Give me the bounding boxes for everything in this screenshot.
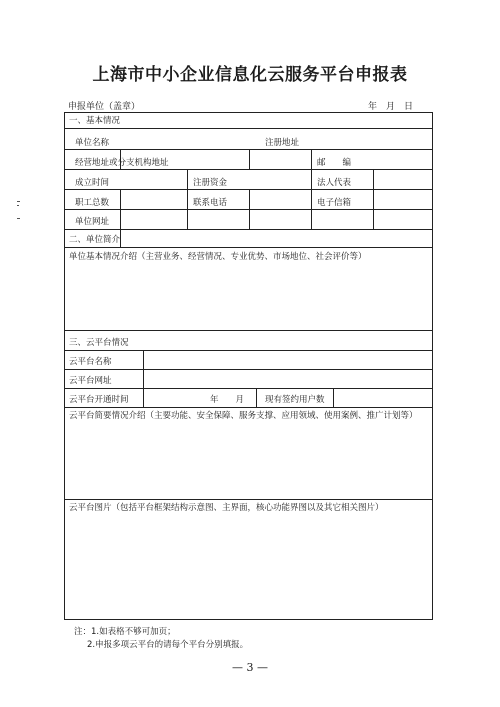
platform-brief-label: 云平台简要情况介绍（主要功能、安全保障、服务支撑、应用领域、使用案例、推广计划等）	[69, 411, 418, 421]
col-divider	[373, 169, 374, 189]
row-divider	[65, 499, 432, 500]
postcode-label: 邮 编	[317, 158, 352, 168]
platform-name-label: 云平台名称	[69, 357, 112, 367]
row-divider	[65, 330, 432, 331]
row-divider	[65, 247, 432, 248]
page-number: — 3 —	[232, 661, 268, 674]
reg-capital-label: 注册资金	[193, 178, 228, 188]
reg-address-label: 注册地址	[265, 138, 300, 148]
section-unit-intro-heading: 二、单位简介	[69, 235, 121, 245]
section-cloud-platform-heading: 三、云平台情况	[69, 338, 129, 348]
row-divider	[65, 407, 432, 408]
platform-url-label: 云平台网址	[69, 376, 112, 386]
scan-speck	[17, 201, 20, 202]
row-divider	[65, 169, 432, 170]
scan-speck	[17, 205, 19, 206]
col-divider	[187, 169, 188, 189]
col-divider	[187, 189, 188, 229]
applicant-label: 申报单位（盖章）	[68, 102, 141, 112]
col-divider	[256, 388, 257, 407]
staff-count-label: 职工总数	[75, 198, 110, 208]
col-divider	[373, 189, 374, 229]
page-title: 上海市中小企业信息化云服务平台申报表	[92, 65, 408, 85]
col-divider	[311, 169, 312, 189]
col-divider	[333, 388, 334, 407]
col-divider	[311, 189, 312, 229]
note-2: 2.申报多项云平台的请每个平台分别填报。	[87, 640, 249, 650]
row-divider	[65, 369, 432, 370]
founded-label: 成立时间	[75, 178, 110, 188]
legal-rep-label: 法人代表	[317, 178, 352, 188]
note-1: 注：1.如表格不够可加页；	[74, 627, 176, 637]
platform-images-label: 云平台图片（包括平台框架结构示意图、主界面，核心功能界图以及其它相关图片）	[69, 503, 384, 513]
unit-name-label: 单位名称	[75, 138, 110, 148]
scan-speck	[17, 218, 20, 219]
row-divider	[65, 388, 432, 389]
section-basic-info-heading: 一、基本情况	[69, 116, 121, 126]
email-label: 电子信箱	[317, 198, 352, 208]
row-divider	[65, 128, 432, 129]
col-divider	[143, 350, 144, 407]
launch-time-label: 云平台开通时间	[69, 395, 129, 405]
website-label: 单位网址	[75, 217, 110, 227]
col-divider	[249, 149, 250, 169]
col-divider	[120, 189, 121, 229]
col-divider	[120, 229, 121, 247]
col-divider	[249, 189, 250, 229]
col-divider	[311, 149, 312, 169]
row-divider	[65, 350, 432, 351]
phone-label: 联系电话	[193, 198, 228, 208]
year-month-label: 年 月	[210, 395, 245, 405]
date-label: 年 月 日	[368, 102, 414, 112]
form-table	[64, 112, 433, 620]
signed-users-label: 现有签约用户数	[265, 395, 325, 405]
unit-intro-label: 单位基本情况介绍（主营业务、经营情况、专业优势、市场地位、社会评价等）	[69, 252, 367, 262]
business-address-label: 经营地址或分支机构地址	[75, 158, 169, 168]
